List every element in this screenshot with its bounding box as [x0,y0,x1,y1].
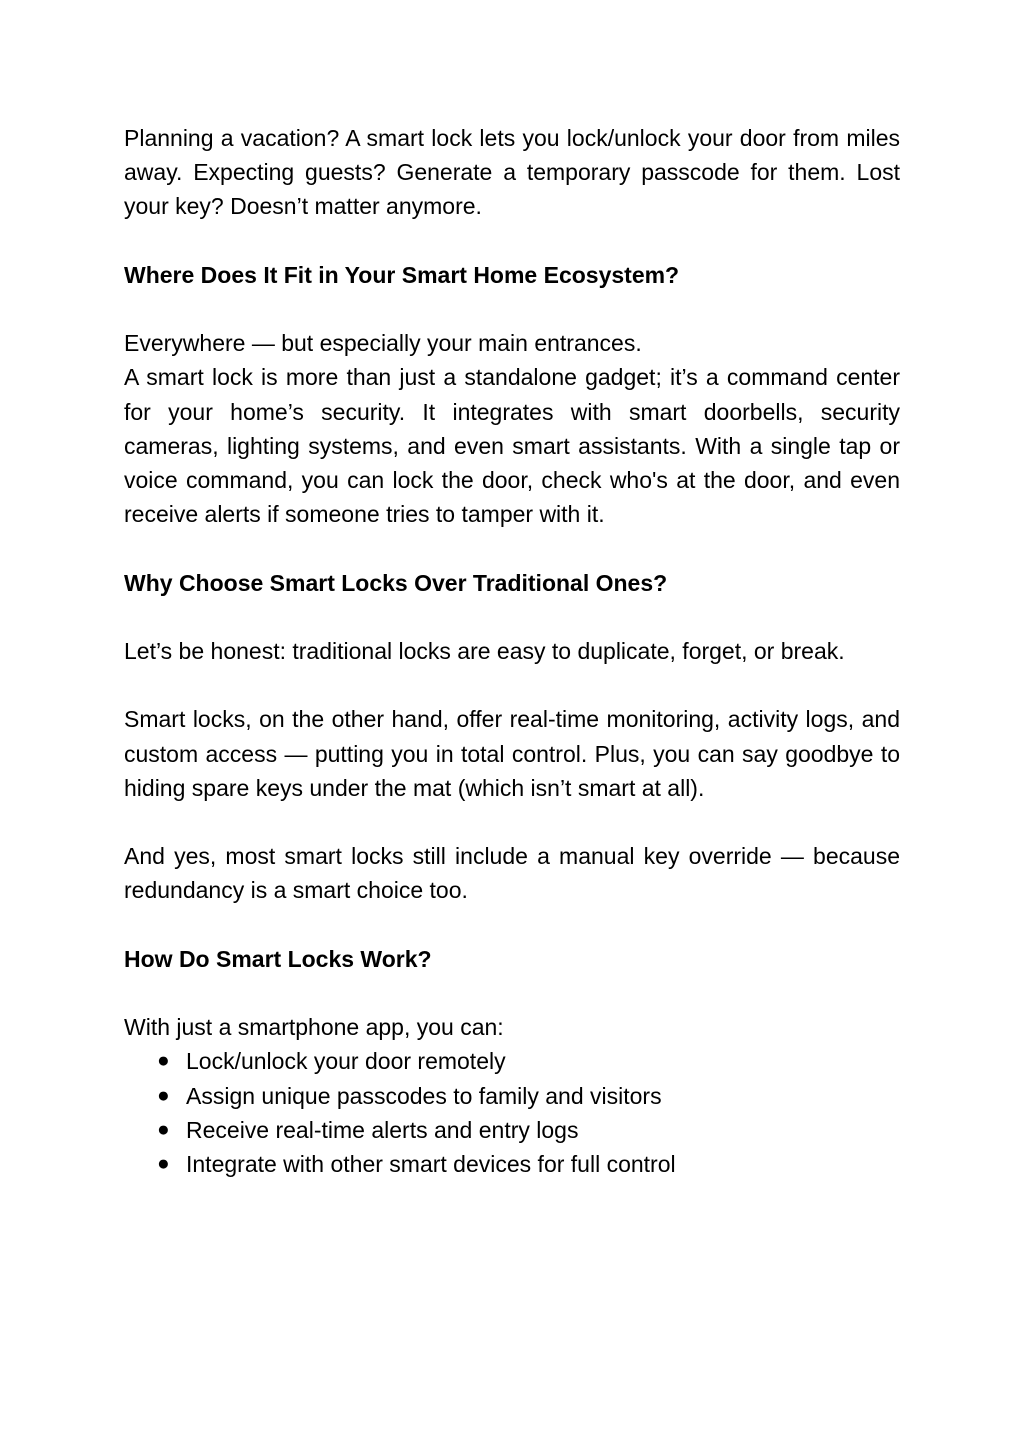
list-item-text: Lock/unlock your door remotely [186,1048,506,1075]
list-item [124,1147,900,1181]
list-item [124,1113,900,1147]
document-page [124,121,900,1181]
list-item [124,1079,900,1113]
bullet-icon: ● [157,1117,170,1141]
bullet-icon: ● [157,1049,170,1073]
bullet-icon: ● [157,1151,170,1175]
override-paragraph: And yes, most smart locks still include a manual key override — because redundancy is a smart choice too. [124,843,900,904]
why-choose-heading: Why Choose Smart Locks Over Traditional Ones? [124,569,668,596]
feature-list [124,1044,900,1181]
smart-locks-paragraph: Smart locks, on the other hand, offer real-time monitoring, activity logs, and custom access — putting you in total control. Plus, you can say goodbye to hiding spare keys under the mat (which isn’t smart at all). [124,706,900,801]
list-item [124,1044,900,1078]
intro-paragraph: Planning a vacation? A smart lock lets you lock/unlock your door from miles away. Expecting guests? Generate a temporary passcode for them. Lost your key? Doesn’t matter anymore. [124,125,900,220]
app-intro-paragraph: With just a smartphone app, you can: [124,1014,504,1041]
ecosystem-heading: Where Does It Fit in Your Smart Home Ecosystem? [124,261,680,288]
honest-paragraph: Let’s be honest: traditional locks are easy to duplicate, forget, or break. [124,637,845,664]
command-center-paragraph: A smart lock is more than just a standalone gadget; it’s a command center for your home’s security. It integrates with smart doorbells, security cameras, lighting systems, and even smart assistants. With a single tap or voice command, you can lock the door, check who's at the door, and even receive alerts if someone tries to tamper with it. [124,364,900,528]
list-item-text: Integrate with other smart devices for full control [186,1150,676,1177]
list-item-text: Assign unique passcodes to family and visitors [186,1082,662,1109]
everywhere-paragraph: Everywhere — but especially your main entrances. [124,330,642,357]
list-item-text: Receive real-time alerts and entry logs [186,1116,579,1143]
bullet-icon: ● [157,1083,170,1107]
how-work-heading: How Do Smart Locks Work? [124,945,432,972]
